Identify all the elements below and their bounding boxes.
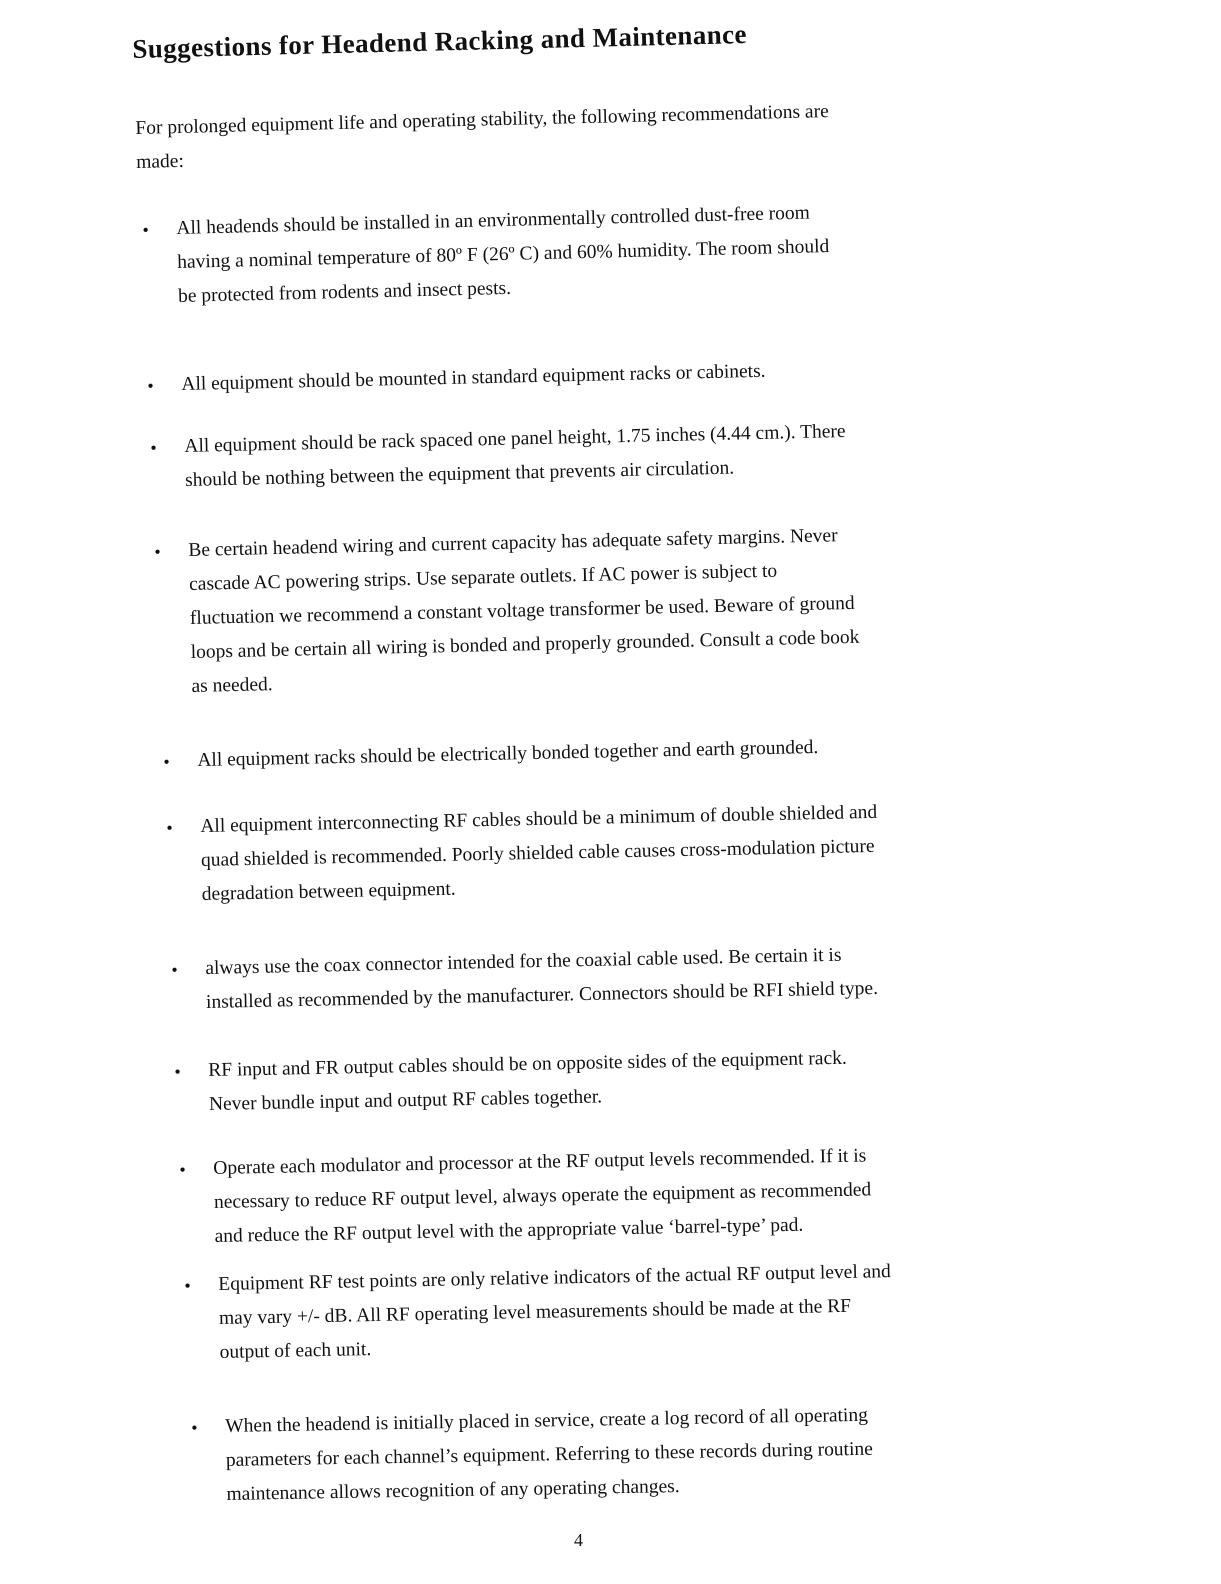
bullet-line: maintenance allows recognition of any operating changes. <box>226 1476 680 1505</box>
page-number: 4 <box>574 1530 583 1550</box>
bullet-line: quad shielded is recommended. Poorly shielded cable causes cross-modulation picture <box>200 835 875 871</box>
bullet-line: parameters for each channel’s equipment. Referring to these records during routine <box>225 1438 874 1471</box>
bullet-marker: • <box>142 219 149 240</box>
bullet-line: installed as recommended by the manufacturer. Connectors should be RFI shield type. <box>205 977 879 1013</box>
bullet-line: having a nominal temperature of 80º F (26º C) and 60% humidity. The room should <box>176 236 830 273</box>
bullet-line: All equipment interconnecting RF cables should be a minimum of double shielded and <box>200 801 878 837</box>
bullet-item <box>184 1255 892 1370</box>
bullet-line: RF input and FR output cables should be on opposite sides of the equipment rack. <box>208 1047 847 1081</box>
bullet-line: Equipment RF test points are only relative indicators of the actual RF output level and <box>218 1261 892 1295</box>
bullet-line: should be nothing between the equipment that prevents air circulation. <box>184 457 735 491</box>
bullet-item <box>179 1139 872 1254</box>
bullet-marker: • <box>174 1061 181 1082</box>
bullet-item <box>171 938 879 1020</box>
bullet-line: be protected from rodents and insect pests. <box>177 277 512 307</box>
bullet-line: loops and be certain all wiring is bonded and properly grounded. Consult a code book <box>190 626 860 663</box>
bullet-line: may vary +/- dB. All RF operating level measurements should be made at the RF <box>218 1295 852 1329</box>
intro-line: For prolonged equipment life and operating stability, the following recommendations are <box>135 101 829 139</box>
bullet-line: necessary to reduce RF output level, always operate the equipment as recommended <box>213 1179 872 1213</box>
bullet-line: All headends should be installed in an environmentally controlled dust-free room <box>176 202 811 239</box>
bullet-item <box>163 731 819 778</box>
bullet-item <box>150 415 847 498</box>
bullet-line: as needed. <box>191 674 273 697</box>
bullet-line: All equipment should be mounted in standard equipment racks or cabinets. <box>181 360 766 395</box>
bullet-item <box>142 196 831 314</box>
bullet-marker: • <box>147 375 154 396</box>
intro-paragraph <box>135 91 986 180</box>
bullet-marker: • <box>163 751 170 772</box>
bullet-item <box>174 1042 848 1122</box>
bullet-marker: • <box>154 541 161 562</box>
bullet-item <box>154 519 860 704</box>
intro-line: made: <box>135 150 185 173</box>
bullet-item <box>147 355 766 402</box>
bullet-line: Be certain headend wiring and current capacity has adequate safety margins. Never <box>188 525 838 561</box>
bullet-line: When the headend is initially placed in service, create a log record of all operating <box>225 1404 869 1437</box>
bullet-line: always use the coax connector intended for the coaxial cable used. Be certain it is <box>205 944 842 979</box>
bullet-marker: • <box>166 817 173 838</box>
bullet-marker: • <box>179 1159 186 1180</box>
bullet-item <box>191 1399 874 1512</box>
bullet-marker: • <box>184 1275 191 1296</box>
bullet-marker: • <box>171 959 178 980</box>
bullet-line: Operate each modulator and processor at the RF output levels recommended. If it is <box>213 1145 867 1179</box>
bullet-line: cascade AC powering strips. Use separate outlets. If AC power is subject to <box>188 560 778 595</box>
bullet-line: Never bundle input and output RF cables together. <box>208 1086 603 1115</box>
page-title: Suggestions for Headend Racking and Maintenance <box>132 18 748 64</box>
bullet-line: All equipment should be rack spaced one panel height, 1.75 inches (4.44 cm.). There <box>184 420 846 457</box>
bullet-line: output of each unit. <box>219 1339 372 1363</box>
bullet-line: All equipment racks should be electrically bonded together and earth grounded. <box>197 736 819 771</box>
bullet-line: and reduce the RF output level with the appropriate value ‘barrel-type’ pad. <box>214 1214 804 1247</box>
bullet-line: fluctuation we recommend a constant voltage transformer be used. Beware of ground <box>189 592 855 629</box>
bullet-marker: • <box>150 437 157 458</box>
bullet-line: degradation between equipment. <box>201 878 456 905</box>
bullet-item <box>166 796 879 912</box>
bullet-marker: • <box>191 1417 198 1438</box>
